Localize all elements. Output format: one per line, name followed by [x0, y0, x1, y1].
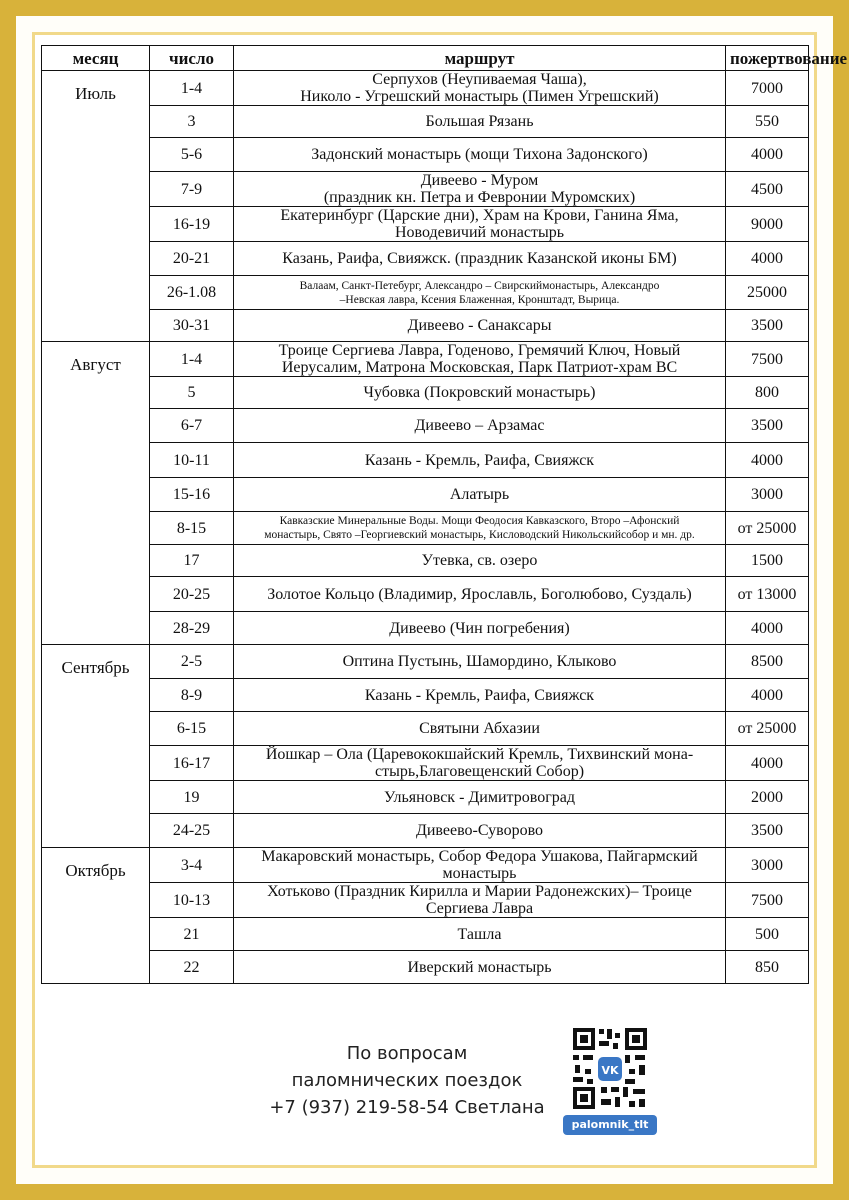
- route-cell: [234, 242, 726, 276]
- route-line: Дивеево - Муром: [420, 172, 539, 189]
- donation-cell: 7500: [726, 883, 809, 918]
- route-line: Екатеринбург (Царские дни), Храм на Крови, Ганина Яма,: [280, 207, 679, 224]
- day-cell: 20-25: [150, 577, 234, 612]
- table-row: [42, 612, 809, 645]
- route-line: Оптина Пустынь, Шамордино, Клыково: [342, 653, 617, 670]
- route-cell: [234, 814, 726, 848]
- route-cell: [234, 781, 726, 814]
- route-line: Чубовка (Покровский монастырь): [363, 384, 596, 401]
- table-row: [42, 781, 809, 814]
- route-cell: [234, 746, 726, 781]
- table-row: [42, 645, 809, 679]
- month-cell: Октябрь: [42, 848, 150, 984]
- table-row: [42, 918, 809, 951]
- day-cell: 2-5: [150, 645, 234, 679]
- route-line: Утевка, св. озеро: [421, 552, 538, 569]
- route-cell: [234, 276, 726, 310]
- header-donation: пожертвование: [726, 46, 809, 71]
- donation-cell: 4000: [726, 679, 809, 712]
- month-cell: Сентябрь: [42, 645, 150, 848]
- donation-cell: 3500: [726, 310, 809, 342]
- table-row: [42, 577, 809, 612]
- route-line: Ульяновск - Димитровоград: [384, 788, 575, 806]
- route-line: Дивеево – Арзамас: [414, 417, 545, 434]
- day-cell: 20-21: [150, 242, 234, 276]
- route-cell: [234, 883, 726, 918]
- day-cell: 22: [150, 951, 234, 984]
- donation-cell: 4000: [726, 242, 809, 276]
- route-line: Дивеево (Чин погребения): [389, 619, 570, 637]
- donation-cell: 9000: [726, 207, 809, 242]
- contact-line-2: паломнических поездок: [291, 1070, 523, 1091]
- route-line: Казань - Кремль, Раифа, Свияжск: [364, 686, 595, 704]
- day-cell: 24-25: [150, 814, 234, 848]
- route-cell: [234, 310, 726, 342]
- table-row: [42, 106, 809, 138]
- day-cell: 3-4: [150, 848, 234, 883]
- day-cell: 16-17: [150, 746, 234, 781]
- table-row: [42, 545, 809, 577]
- table-row: [42, 951, 809, 984]
- day-cell: 1-4: [150, 71, 234, 106]
- header-route: маршрут: [234, 46, 726, 71]
- table-row: [42, 512, 809, 545]
- table-header-row: [42, 46, 809, 71]
- day-cell: 5-6: [150, 138, 234, 172]
- route-line: (праздник кн. Петра и Февронии Муромских): [323, 189, 636, 206]
- table-row: [42, 746, 809, 781]
- route-line: монастырь: [442, 865, 517, 882]
- table-row: [42, 342, 809, 377]
- schedule-body: [42, 71, 809, 984]
- route-line: Хотьково (Праздник Кирилла и Марии Радонежских)– Троице: [267, 883, 692, 900]
- route-cell: [234, 951, 726, 984]
- route-line: Большая Рязань: [425, 113, 534, 130]
- route-cell: [234, 512, 726, 545]
- route-line: Йошкар – Ола (Царевококшайский Кремль, Тихвинский мона-: [265, 746, 694, 763]
- route-cell: [234, 409, 726, 443]
- day-cell: 6-7: [150, 409, 234, 443]
- route-line: Дивеево - Санаксары: [407, 317, 552, 334]
- route-line: стырь,Благовещенский Собор): [374, 763, 585, 780]
- donation-cell: 3000: [726, 848, 809, 883]
- day-cell: 15-16: [150, 478, 234, 512]
- route-line: Серпухов (Неупиваемая Чаша),: [372, 71, 587, 88]
- donation-cell: 3000: [726, 478, 809, 512]
- route-cell: [234, 577, 726, 612]
- table-row: [42, 443, 809, 478]
- donation-cell: 4000: [726, 443, 809, 478]
- route-cell: [234, 106, 726, 138]
- route-line: Задонский монастырь (мощи Тихона Задонского): [311, 146, 648, 163]
- month-cell: Июль: [42, 71, 150, 342]
- qr-code-icon: [563, 1025, 657, 1113]
- donation-cell: 3500: [726, 814, 809, 848]
- route-cell: [234, 545, 726, 577]
- month-cell: Август: [42, 342, 150, 645]
- donation-cell: 800: [726, 377, 809, 409]
- svg-text:VK: VK: [601, 1064, 619, 1077]
- route-cell: [234, 138, 726, 172]
- route-line: Новодевичий монастырь: [395, 224, 564, 241]
- donation-cell: 850: [726, 951, 809, 984]
- route-cell: [234, 918, 726, 951]
- donation-cell: 4000: [726, 612, 809, 645]
- route-cell: [234, 679, 726, 712]
- route-cell: [234, 848, 726, 883]
- table-row: [42, 172, 809, 207]
- donation-cell: 8500: [726, 645, 809, 679]
- day-cell: 7-9: [150, 172, 234, 207]
- table-row: [42, 138, 809, 172]
- route-cell: [234, 172, 726, 207]
- route-line: Казань - Кремль, Раифа, Свияжск: [364, 451, 595, 469]
- donation-cell: 2000: [726, 781, 809, 814]
- route-cell: [234, 645, 726, 679]
- table-row: [42, 814, 809, 848]
- donation-cell: 7000: [726, 71, 809, 106]
- table-row: [42, 409, 809, 443]
- route-cell: [234, 342, 726, 377]
- day-cell: 8-9: [150, 679, 234, 712]
- donation-cell: 3500: [726, 409, 809, 443]
- route-line: Сергиева Лавра: [425, 900, 534, 917]
- donation-cell: 4000: [726, 746, 809, 781]
- route-line: Иерусалим, Матрона Московская, Парк Патриот-храм ВС: [281, 359, 678, 376]
- table-row: [42, 848, 809, 883]
- table-row: [42, 310, 809, 342]
- route-cell: [234, 478, 726, 512]
- donation-cell: 1500: [726, 545, 809, 577]
- route-line: Иверский монастырь: [407, 958, 552, 976]
- day-cell: 19: [150, 781, 234, 814]
- donation-cell: 550: [726, 106, 809, 138]
- table-row: [42, 276, 809, 310]
- day-cell: 16-19: [150, 207, 234, 242]
- header-day: число: [150, 46, 234, 71]
- route-line: Кавказские Минеральные Воды. Мощи Феодосия Кавказского, Второ –Афонский: [279, 515, 680, 527]
- day-cell: 8-15: [150, 512, 234, 545]
- donation-cell: от 25000: [726, 712, 809, 746]
- route-line: Святыни Абхазии: [419, 720, 540, 737]
- day-cell: 10-11: [150, 443, 234, 478]
- route-cell: [234, 377, 726, 409]
- route-cell: [234, 712, 726, 746]
- qr-label: palomnik_tlt: [563, 1115, 657, 1135]
- route-line: Троице Сергиева Лавра, Годеново, Гремячий Ключ, Новый: [278, 342, 681, 359]
- day-cell: 3: [150, 106, 234, 138]
- donation-cell: от 25000: [726, 512, 809, 545]
- route-line: Дивеево-Суворово: [415, 822, 544, 839]
- route-line: монастырь, Свято –Георгиевский монастырь, Кисловодский Никольскийсобор и мн. др.: [264, 529, 695, 541]
- day-cell: 28-29: [150, 612, 234, 645]
- donation-cell: 4500: [726, 172, 809, 207]
- table-row: [42, 712, 809, 746]
- route-line: Макаровский монастырь, Собор Федора Ушакова, Пайгармский: [261, 848, 698, 865]
- qr-block[interactable]: [563, 1025, 657, 1137]
- day-cell: 6-15: [150, 712, 234, 746]
- day-cell: 30-31: [150, 310, 234, 342]
- donation-cell: 7500: [726, 342, 809, 377]
- day-cell: 1-4: [150, 342, 234, 377]
- route-cell: [234, 612, 726, 645]
- contact-line-1: По вопросам: [346, 1043, 468, 1064]
- route-line: Казань, Раифа, Свияжск. (праздник Казанской иконы БМ): [282, 250, 677, 267]
- route-cell: [234, 207, 726, 242]
- day-cell: 17: [150, 545, 234, 577]
- table-row: [42, 71, 809, 106]
- table-row: [42, 377, 809, 409]
- table-row: [42, 679, 809, 712]
- route-cell: [234, 71, 726, 106]
- route-line: Алатырь: [449, 486, 510, 503]
- route-line: Николо - Угрешский монастырь (Пимен Угрешский): [300, 88, 659, 105]
- schedule-table: [41, 45, 848, 984]
- table-row: [42, 207, 809, 242]
- donation-cell: 25000: [726, 276, 809, 310]
- day-cell: 21: [150, 918, 234, 951]
- day-cell: 5: [150, 377, 234, 409]
- day-cell: 10-13: [150, 883, 234, 918]
- contact-phone[interactable]: +7 (937) 219-58-54 Светлана: [269, 1097, 545, 1118]
- donation-cell: от 13000: [726, 577, 809, 612]
- route-line: Золотое Кольцо (Владимир, Ярославль, Боголюбово, Суздаль): [267, 585, 692, 603]
- contact-block: [262, 1040, 552, 1121]
- donation-cell: 500: [726, 918, 809, 951]
- table-row: [42, 478, 809, 512]
- route-line: Валаам, Санкт-Петебург, Александро – Свирскиймонастырь, Александро: [299, 279, 660, 292]
- table-row: [42, 242, 809, 276]
- day-cell: 26-1.08: [150, 276, 234, 310]
- donation-cell: 4000: [726, 138, 809, 172]
- table-row: [42, 883, 809, 918]
- header-month: месяц: [42, 46, 150, 71]
- route-line: –Невская лавра, Ксения Блаженная, Кронштадт, Вырица.: [339, 293, 620, 306]
- route-line: Ташла: [457, 925, 502, 943]
- route-cell: [234, 443, 726, 478]
